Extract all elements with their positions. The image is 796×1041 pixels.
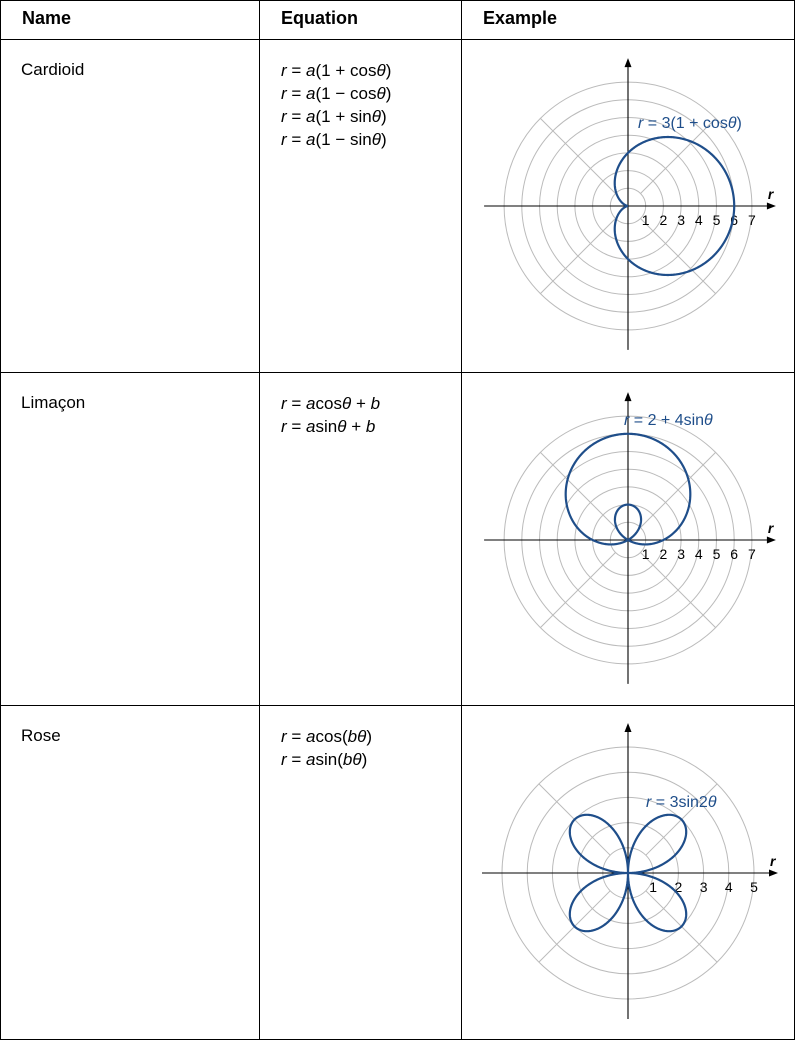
- equation-line: r = a(1 − sinθ): [281, 130, 387, 149]
- curve-label: r = 3(1 + cosθ): [638, 115, 742, 132]
- tick-label: 7: [748, 212, 756, 228]
- equation-line: r = asin(bθ): [281, 750, 368, 769]
- header-example: Example: [483, 8, 558, 28]
- row-name-rose: Rose: [21, 726, 61, 745]
- header-name: Name: [22, 8, 72, 28]
- equation-line: r = a(1 − cosθ): [281, 84, 392, 103]
- curve-label: r = 2 + 4sinθ: [624, 412, 713, 429]
- tick-label: 1: [649, 879, 658, 895]
- tick-label: 3: [699, 879, 708, 895]
- axis-label: r: [767, 520, 774, 536]
- header-equation: Equation: [281, 8, 358, 28]
- tick-label: 4: [694, 212, 703, 228]
- tick-label: 2: [659, 212, 668, 228]
- axis-label: r: [770, 853, 776, 869]
- tick-label: 4: [724, 879, 733, 895]
- tick-label: 7: [748, 546, 756, 562]
- curve-label: r = 3sin2θ: [646, 794, 717, 811]
- tick-label: 3: [677, 212, 685, 228]
- equation-line: r = acosθ + b: [281, 394, 381, 413]
- tick-label: 6: [730, 546, 739, 562]
- equation-line: r = a(1 + sinθ): [281, 107, 387, 126]
- axis-label: r: [767, 186, 774, 202]
- tick-label: 1: [641, 212, 650, 228]
- equation-line: r = acos(bθ): [281, 727, 372, 746]
- tick-label: 2: [659, 546, 668, 562]
- row-name-cardioid: Cardioid: [21, 60, 85, 79]
- tick-label: 6: [730, 212, 739, 228]
- tick-label: 2: [674, 879, 683, 895]
- tick-label: 5: [712, 546, 721, 562]
- tick-label: 4: [694, 546, 703, 562]
- x-axis-arrow-icon: [769, 870, 778, 877]
- equation-line: r = a(1 + cosθ): [281, 61, 392, 80]
- equation-line: r = asinθ + b: [281, 417, 376, 436]
- tick-label: 5: [712, 212, 721, 228]
- tick-label: 3: [677, 546, 685, 562]
- row-name-limacon: Limaçon: [21, 393, 86, 412]
- tick-label: 1: [641, 546, 650, 562]
- tick-label: 5: [750, 879, 758, 895]
- y-axis-arrow-icon: [625, 723, 632, 732]
